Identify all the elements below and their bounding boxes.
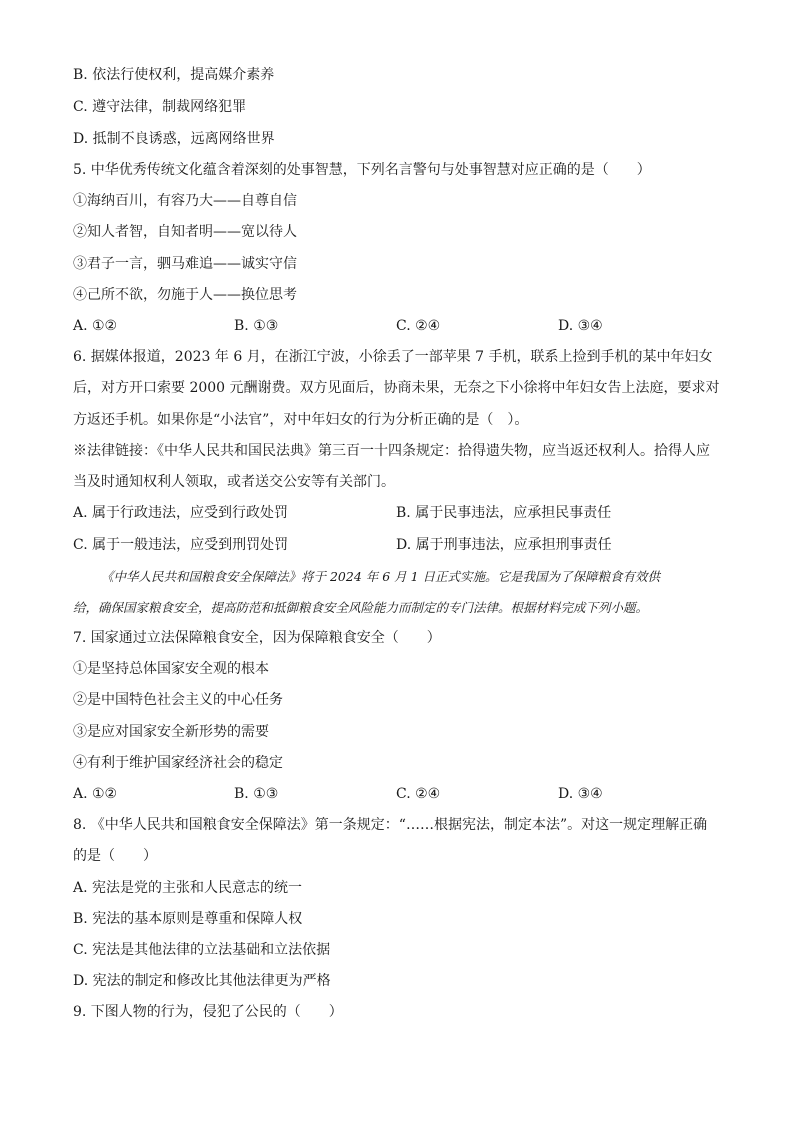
q7-option-c: C. ②④ (396, 786, 441, 802)
q9-stem: 9. 下图人物的行为，侵犯了公民的（ ） (73, 1004, 343, 1020)
q7-item-4: ④有利于维护国家经济社会的稳定 (73, 755, 283, 771)
q5-option-c: C. ②④ (396, 318, 441, 334)
material-line-1: 《中华人民共和国粮食安全保障法》将于 2024 年 6 月 1 日正式实施。它是我国为了保障粮食有效供 (101, 569, 661, 584)
q5-option-b: B. ①③ (234, 318, 279, 334)
q6-stem-line-1: 6. 据媒体报道，2023 年 6 月，在浙江宁波，小徐丢了一部苹果 7 手机，联系上捡到手机的某中年妇女 (73, 349, 713, 365)
material-line-2: 给，确保国家粮食安全，提高防范和抵御粮食安全风险能力而制定的专门法律。根据材料完成下列小题。 (73, 600, 649, 615)
q8-stem-line-2: 的是（ ） (73, 848, 157, 864)
prev-option-d: D. 抵制不良诱惑，远离网络世界 (73, 131, 275, 147)
q6-law-link-line-2: 当及时通知权利人领取，或者送交公安等有关部门。 (73, 474, 395, 490)
q7-option-d: D. ③④ (558, 786, 603, 802)
q5-stem: 5. 中华优秀传统文化蕴含着深刻的处事智慧，下列名言警句与处事智慧对应正确的是（ ） (73, 162, 651, 178)
q5-option-a: A. ①② (73, 318, 118, 334)
prev-option-c: C. 遵守法律，制裁网络犯罪 (73, 99, 247, 115)
q8-stem-line-1: 8. 《中华人民共和国粮食安全保障法》第一条规定：“……根据宪法，制定本法”。对这一规定理解正确 (73, 817, 708, 833)
q6-stem-line-3: 方返还手机。如果你是“小法官”，对中年妇女的行为分析正确的是（ ）。 (73, 412, 529, 428)
q5-item-1: ①海纳百川，有容乃大——自尊自信 (73, 193, 297, 209)
q7-option-a: A. ①② (73, 786, 118, 802)
q7-stem: 7. 国家通过立法保障粮食安全，因为保障粮食安全（ ） (73, 630, 441, 646)
q6-option-d: D. 属于刑事违法，应承担刑事责任 (396, 537, 612, 553)
q5-option-d: D. ③④ (558, 318, 603, 334)
q6-law-link-line-1: ※法律链接：《中华人民共和国民法典》第三百一十四条规定：拾得遗失物，应当返还权利人。拾得人应 (73, 443, 710, 459)
q8-option-b: B. 宪法的基本原则是尊重和保障人权 (73, 911, 303, 927)
q5-item-3: ③君子一言，驷马难追——诚实守信 (73, 256, 297, 272)
q5-item-2: ②知人者智，自知者明——宽以待人 (73, 224, 297, 240)
q7-option-b: B. ①③ (234, 786, 279, 802)
prev-option-b: B. 依法行使权利，提高媒介素养 (73, 67, 275, 83)
q6-option-c: C. 属于一般违法，应受到刑罚处罚 (73, 537, 289, 553)
q7-item-3: ③是应对国家安全新形势的需要 (73, 724, 269, 740)
q7-item-2: ②是中国特色社会主义的中心任务 (73, 692, 283, 708)
q6-stem-line-2: 后，对方开口索要 2000 元酬谢费。双方见面后，协商未果，无奈之下小徐将中年妇女告上法庭，要求对 (73, 380, 720, 396)
q6-option-a: A. 属于行政违法，应受到行政处罚 (73, 505, 289, 521)
q8-option-c: C. 宪法是其他法律的立法基础和立法依据 (73, 942, 331, 958)
q8-option-d: D. 宪法的制定和修改比其他法律更为严格 (73, 973, 331, 989)
q7-item-1: ①是坚持总体国家安全观的根本 (73, 661, 269, 677)
q8-option-a: A. 宪法是党的主张和人民意志的统一 (73, 880, 303, 896)
q6-option-b: B. 属于民事违法，应承担民事责任 (396, 505, 612, 521)
q5-item-4: ④己所不欲，勿施于人——换位思考 (73, 287, 297, 303)
